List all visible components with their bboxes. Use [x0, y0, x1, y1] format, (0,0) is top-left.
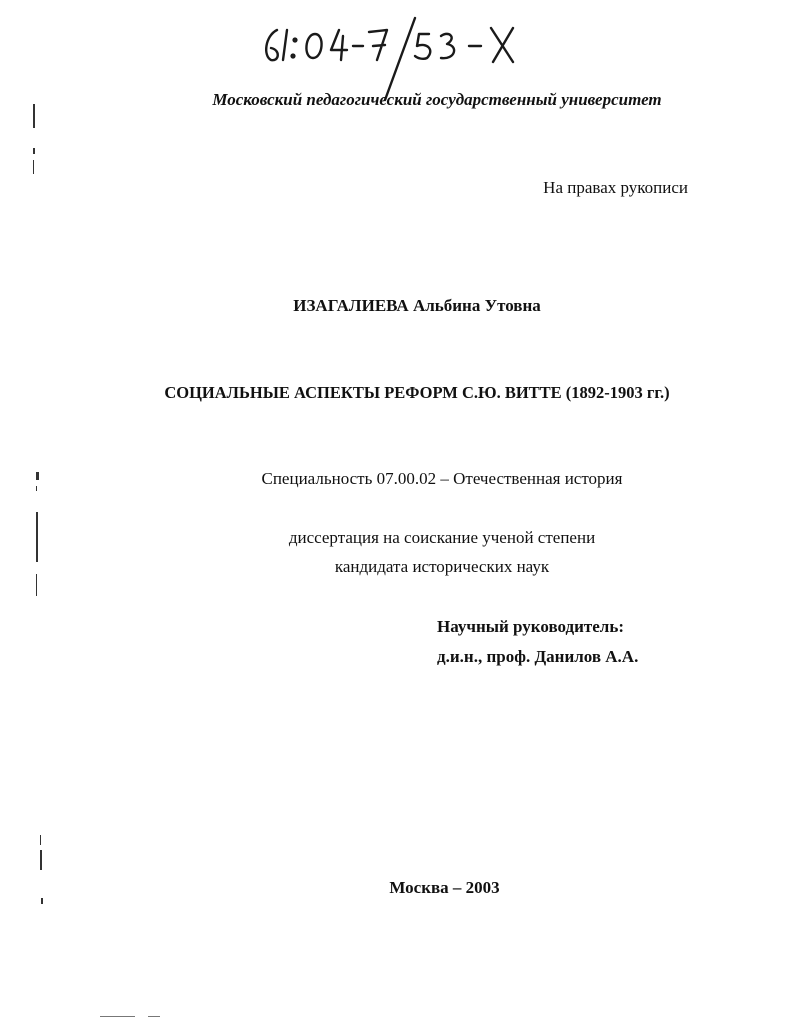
- handwritten-catalog-number: [255, 12, 535, 102]
- scan-speck: [100, 1016, 135, 1017]
- supervisor-name: д.и.н., проф. Данилов А.А.: [437, 647, 639, 666]
- scan-speck: [36, 486, 37, 491]
- degree-line-1: диссертация на соискание ученой степени: [288, 528, 596, 547]
- university-name: Московский педагогический государственный университет: [212, 90, 662, 109]
- city-and-year: Москва – 2003: [389, 878, 500, 897]
- handwritten-number-drawing: [255, 12, 535, 102]
- scan-speck: [33, 160, 34, 174]
- specialty-line: Специальность 07.00.02 – Отечественная история: [261, 469, 623, 488]
- degree-line-2: кандидата исторических наук: [334, 557, 550, 576]
- scan-speck: [148, 1016, 160, 1017]
- scan-speck: [40, 835, 41, 845]
- scan-speck: [36, 472, 39, 480]
- scan-speck: [33, 104, 35, 128]
- author-name: ИЗАГАЛИЕВА Альбина Утовна: [293, 296, 541, 315]
- scan-margin-marks: [0, 0, 60, 1021]
- scan-speck: [36, 512, 38, 562]
- scan-speck: [40, 850, 42, 870]
- scan-speck: [33, 148, 35, 154]
- supervisor-label: Научный руководитель:: [437, 617, 624, 636]
- scan-speck: [41, 898, 43, 904]
- scan-speck: [36, 574, 37, 596]
- dissertation-title: СОЦИАЛЬНЫЕ АСПЕКТЫ РЕФОРМ С.Ю. ВИТТЕ (1892-1903 гг.): [164, 383, 670, 402]
- manuscript-rights-note: На правах рукописи: [543, 178, 688, 197]
